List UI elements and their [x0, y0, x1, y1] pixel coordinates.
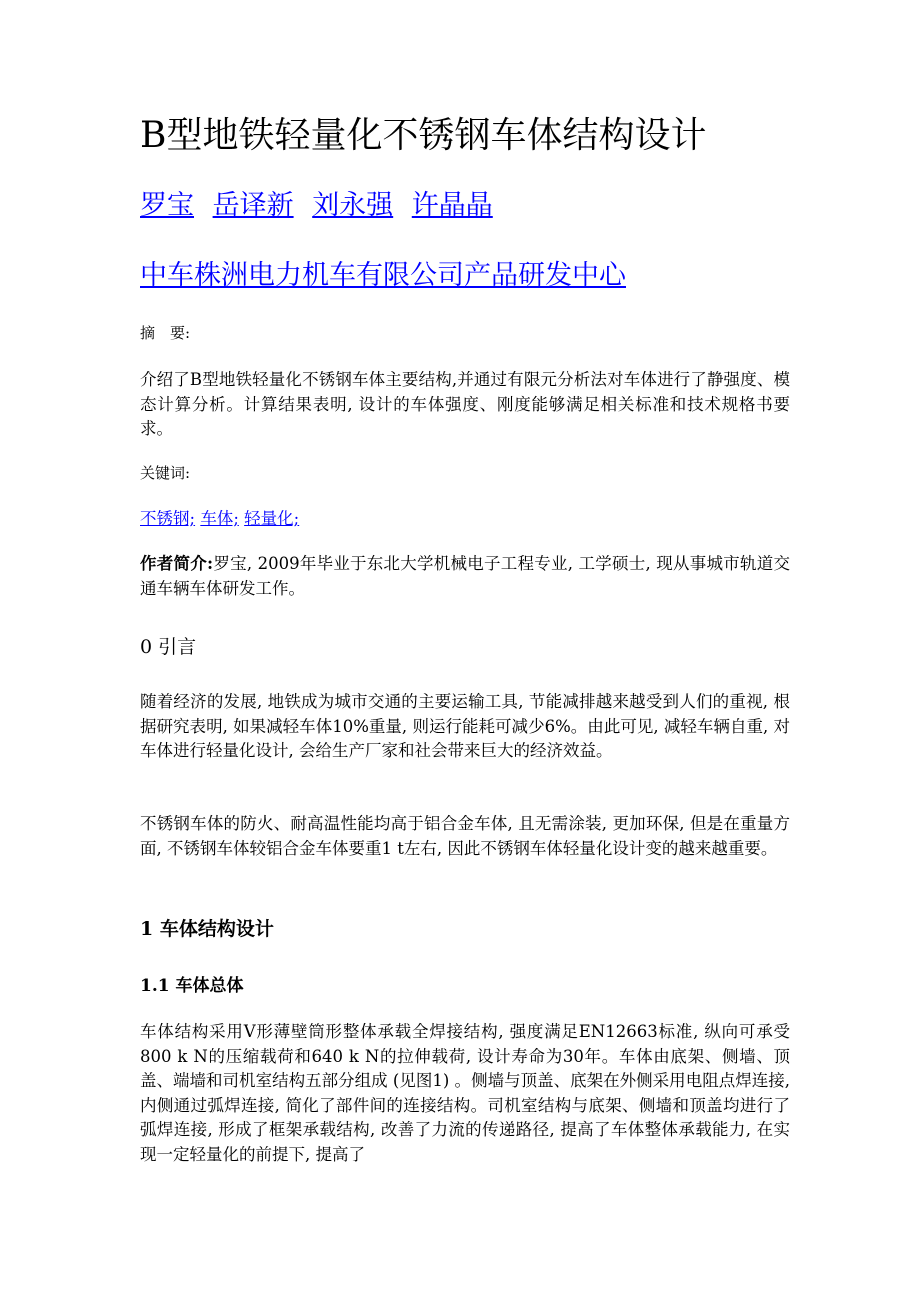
- keyword-link[interactable]: 轻量化;: [244, 509, 300, 528]
- keyword-link[interactable]: 不锈钢;: [140, 509, 196, 528]
- abstract-text: 介绍了B型地铁轻量化不锈钢车体主要结构,并通过有限元分析法对车体进行了静强度、模态计算分析。计算结果表明, 设计的车体强度、刚度能够满足相关标准和技术规格书要求。: [140, 370, 790, 438]
- abstract-label: 摘 要:: [140, 324, 191, 342]
- affiliation: [140, 256, 626, 296]
- author-intro-label: 作者简介:: [140, 554, 214, 573]
- section-1-1-paragraph: 车体结构采用V形薄壁筒形整体承载全焊接结构, 强度满足EN12663标准, 纵向可承受800 k N的压缩载荷和640 k N的拉伸载荷, 设计寿命为30年。车体由底架、侧墙、顶盖、端墙和司机室结构五部分组成 (见图1) 。侧墙与顶盖、底架在外侧采用电阻点焊连接, 内侧通过弧焊连接, 简化了部件间的连接结构。司机室结构与底架、侧墙和顶盖均进行了弧焊连接, 形成了框架承载结构, 改善了力流的传递路径, 提高了车体整体承载能力, 在实现一定轻量化的前提下, 提高了: [140, 1022, 790, 1164]
- keywords-label: 关键词:: [140, 464, 191, 482]
- intro-paragraph-1: 随着经济的发展, 地铁成为城市交通的主要运输工具, 节能减排越来越受到人们的重视, 根据研究表明, 如果减轻车体10%重量, 则运行能耗可减少6%。由此可见, 减轻车辆自重, 对车体进行轻量化设计, 会给生产厂家和社会带来巨大的经济效益。: [140, 692, 790, 760]
- keyword-list: [140, 506, 299, 532]
- author-link[interactable]: 刘永强: [312, 190, 394, 221]
- author-link[interactable]: 罗宝: [140, 190, 194, 221]
- keyword-link[interactable]: 车体;: [200, 509, 239, 528]
- section-heading-1-1: 1.1 车体总体: [140, 976, 244, 996]
- section-heading-1: 1 车体结构设计: [140, 918, 274, 940]
- affiliation-link[interactable]: 中车株洲电力机车有限公司产品研发中心: [140, 260, 626, 291]
- author-intro: [140, 552, 790, 601]
- intro-paragraph-2: 不锈钢车体的防火、耐高温性能均高于铝合金车体, 且无需涂装, 更加环保, 但是在重量方面, 不锈钢车体较铝合金车体要重1 t左右, 因此不锈钢车体轻量化设计变的越来越重要。: [140, 814, 790, 858]
- page-title: B型地铁轻量化不锈钢车体结构设计: [140, 115, 707, 156]
- author-intro-text: 罗宝, 2009年毕业于东北大学机械电子工程专业, 工学硕士, 现从事城市轨道交通车辆车体研发工作。: [140, 554, 790, 598]
- section-heading-intro: 0 引言: [140, 636, 197, 658]
- author-link[interactable]: 岳译新: [212, 190, 294, 221]
- author-list: [140, 186, 503, 226]
- author-link[interactable]: 许晶晶: [411, 190, 493, 221]
